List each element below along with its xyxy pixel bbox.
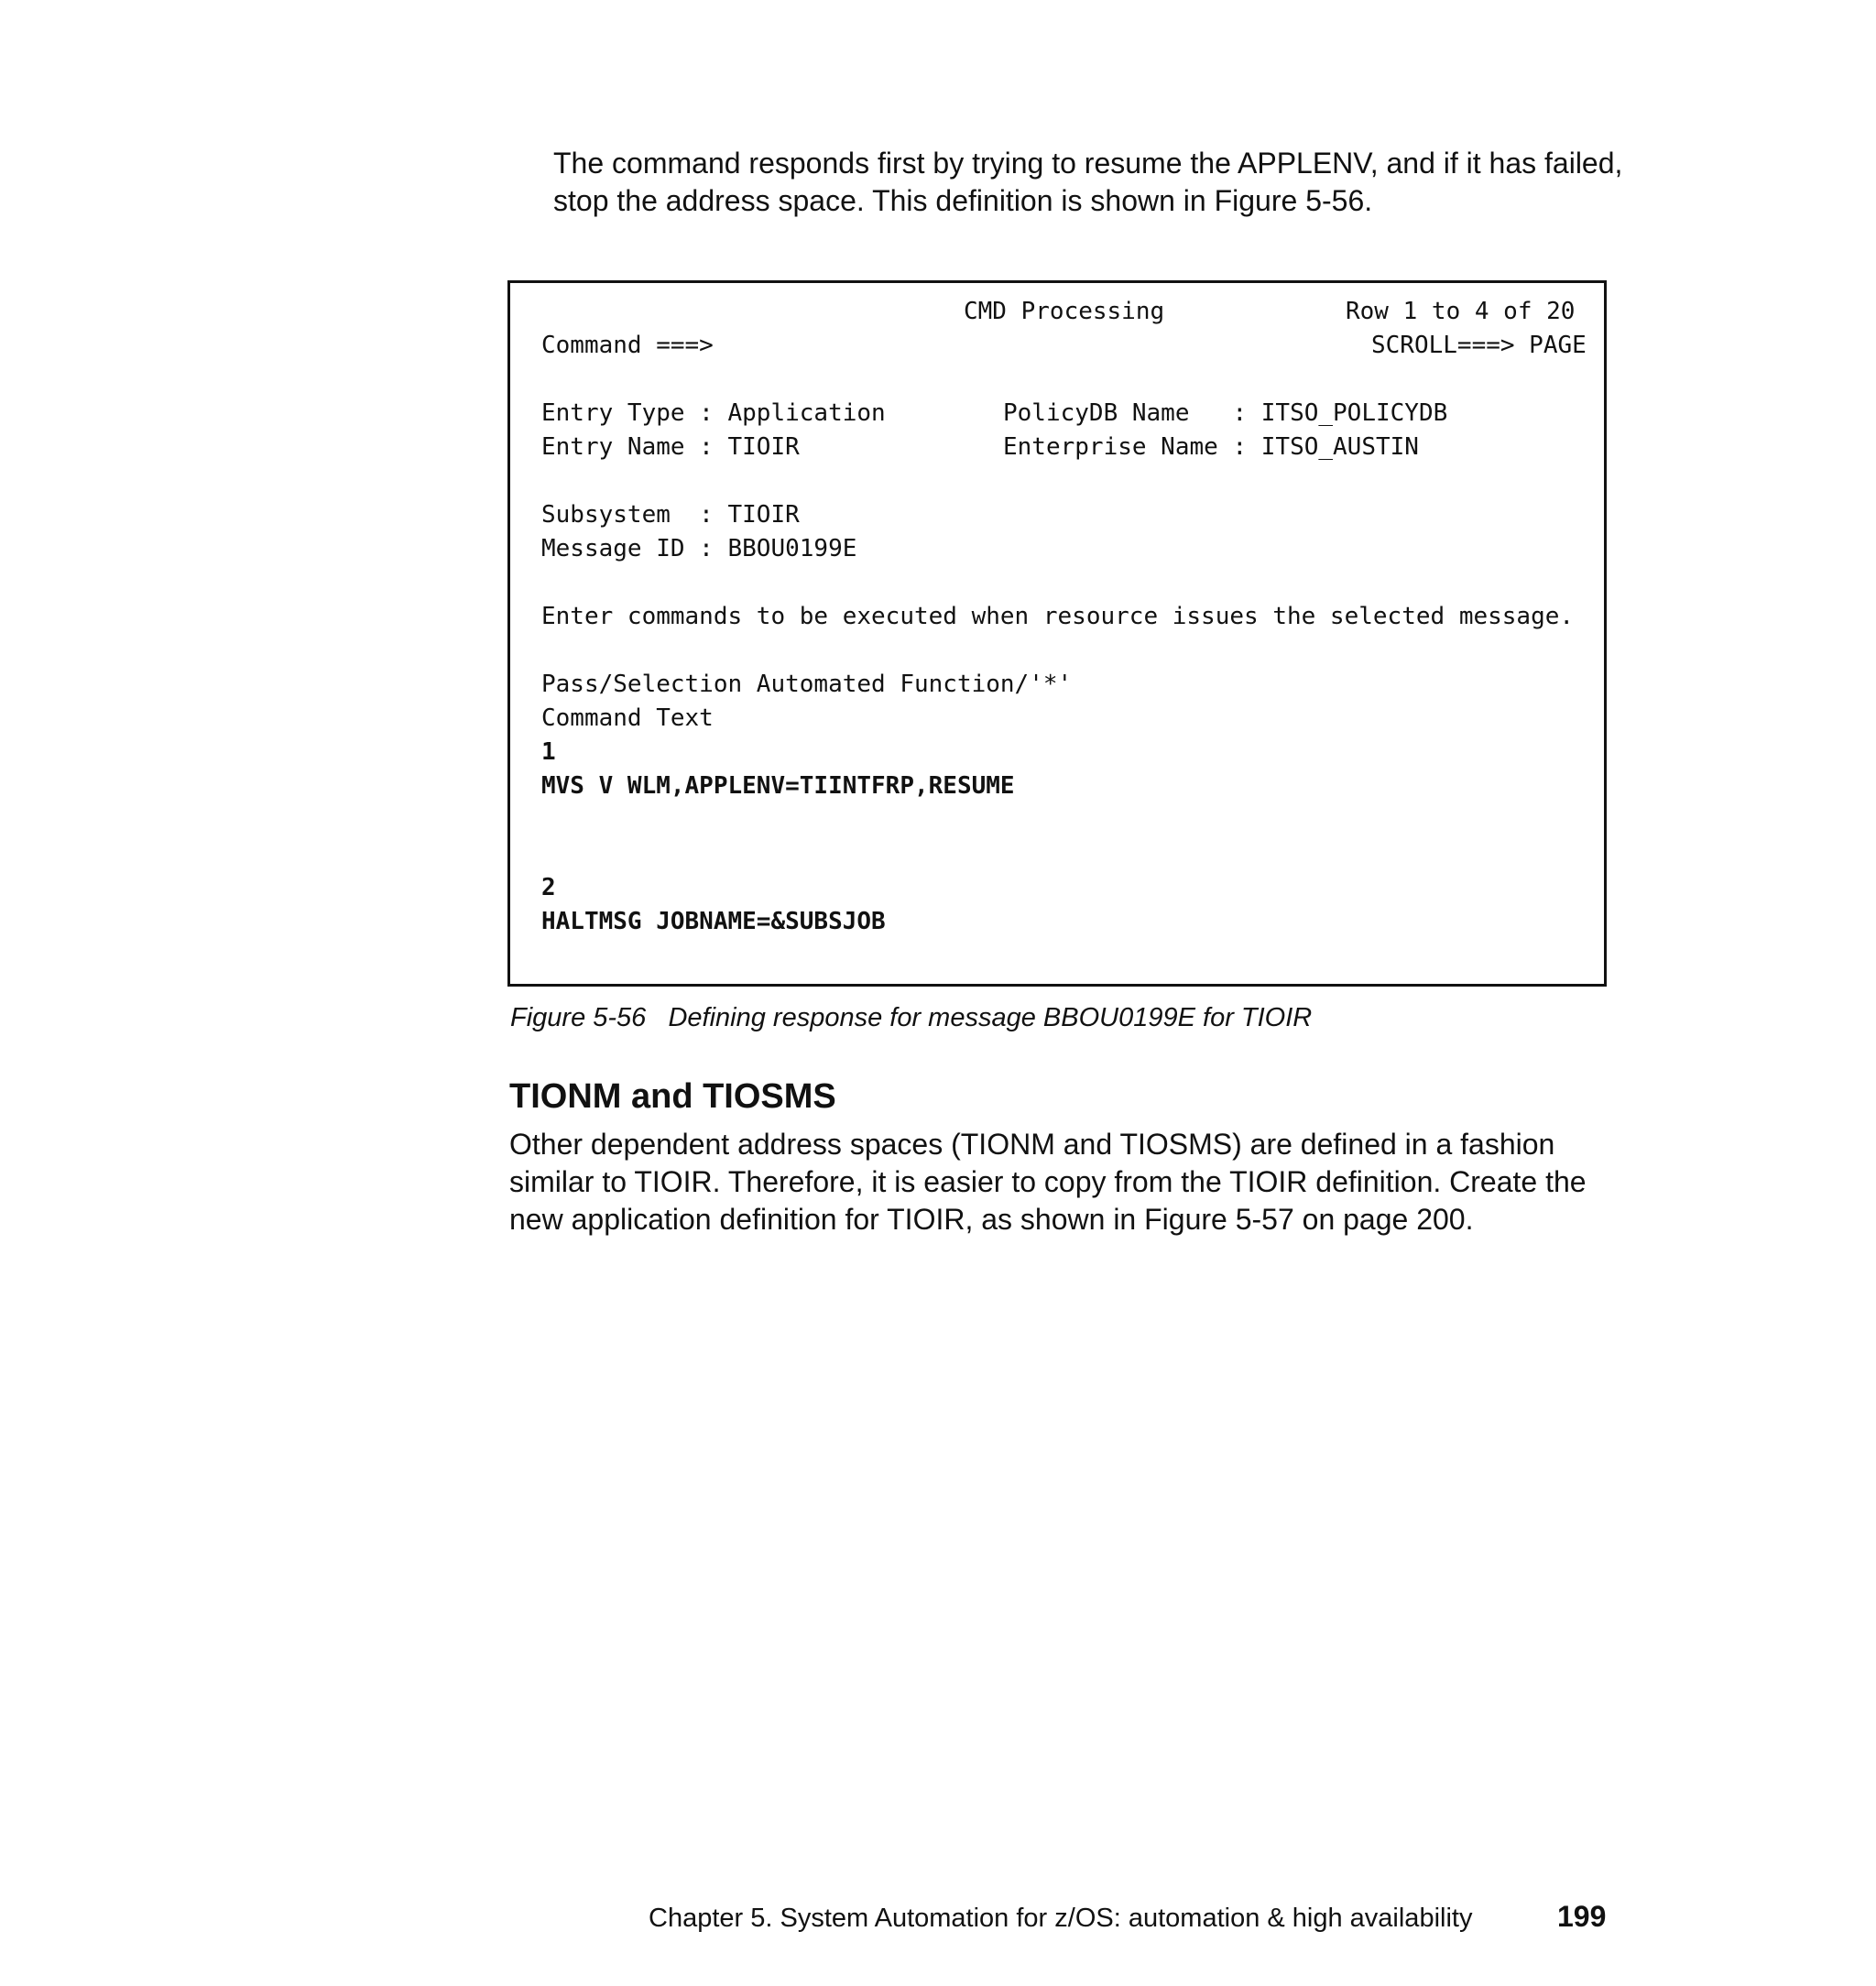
- panel-title: CMD Processing: [964, 298, 1165, 325]
- entry-name: Entry Name : TIOIR: [541, 433, 800, 461]
- policydb-name: PolicyDB Name : ITSO_POLICYDB: [1003, 399, 1448, 427]
- subsystem: Subsystem : TIOIR: [541, 501, 800, 529]
- figure-caption: Figure 5-56 Defining response for message BBOU0199E for TIOIR: [510, 1003, 1313, 1032]
- entry-type: Entry Type : Application: [541, 399, 886, 427]
- ispf-panel-figure: [507, 280, 1607, 987]
- page-number: 199: [1557, 1900, 1607, 1933]
- enterprise-name: Enterprise Name : ITSO_AUSTIN: [1003, 433, 1419, 461]
- columns-header: Pass/Selection Automated Function/'*': [541, 671, 1073, 698]
- command-text-header: Command Text: [541, 704, 714, 732]
- instruction-text: Enter commands to be executed when resource issues the selected message.: [541, 603, 1575, 630]
- scroll-label: SCROLL===> PAGE: [1371, 332, 1587, 359]
- section-body: Other dependent address spaces (TIONM and TIOSMS) are defined in a fashion similar to TIOIR. Therefore, it is easier to copy from the TIOIR definition. Create the new application definition for TIOIR, as shown in Figure 5-57 on page 200.: [509, 1128, 1587, 1236]
- message-id: Message ID : BBOU0199E: [541, 535, 857, 562]
- row-info: Row 1 to 4 of 20: [1346, 298, 1576, 325]
- command-1-text: MVS V WLM,APPLENV=TIINTFRP,RESUME: [541, 772, 1015, 800]
- command-2-pass: 2: [541, 874, 556, 901]
- intro-paragraph: The command responds first by trying to resume the APPLENV, and if it has failed, stop the address space. This definition is shown in Figure 5-56.: [553, 147, 1623, 217]
- section-title: TIONM and TIOSMS: [509, 1077, 836, 1116]
- command-2-text: HALTMSG JOBNAME=&SUBSJOB: [541, 908, 886, 935]
- footer-chapter: Chapter 5. System Automation for z/OS: automation & high availability: [649, 1904, 1473, 1933]
- command-label: Command ===>: [541, 332, 714, 359]
- command-1-pass: 1: [541, 738, 556, 766]
